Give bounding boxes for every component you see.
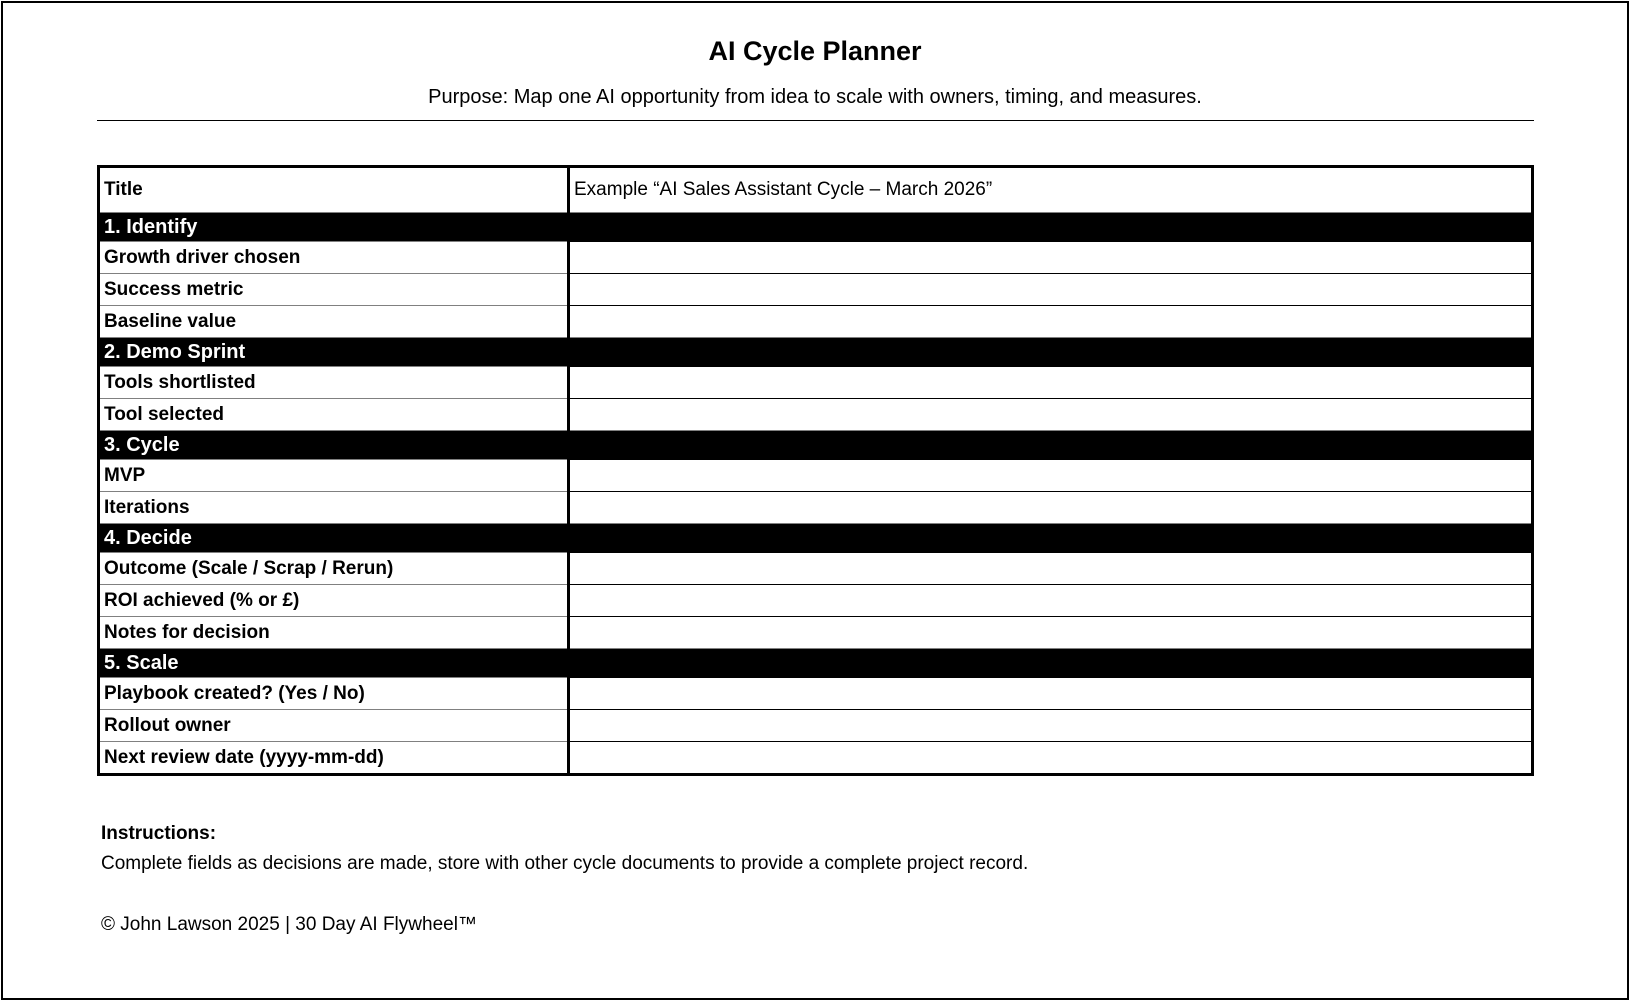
field-label: MVP — [99, 460, 569, 492]
table-row — [99, 306, 1533, 338]
field-label: Outcome (Scale / Scrap / Rerun) — [99, 553, 569, 585]
table-row — [99, 460, 1533, 492]
table-row — [99, 492, 1533, 524]
header-divider — [97, 120, 1534, 121]
field-label: Iterations — [99, 492, 569, 524]
field-label: Success metric — [99, 274, 569, 306]
section-demo-sprint — [99, 338, 1533, 367]
rollout-owner-field[interactable] — [569, 710, 1533, 742]
title-field[interactable]: Example “AI Sales Assistant Cycle – March 2026” — [569, 167, 1533, 213]
field-label: Rollout owner — [99, 710, 569, 742]
purpose-text: Purpose: Map one AI opportunity from idea to scale with owners, timing, and measures. — [428, 86, 1202, 108]
table-row — [99, 742, 1533, 775]
table-row — [99, 242, 1533, 274]
field-label: Playbook created? (Yes / No) — [99, 678, 569, 710]
section-decide — [99, 524, 1533, 553]
table-row — [99, 617, 1533, 649]
tool-selected-field[interactable] — [569, 399, 1533, 431]
mvp-field[interactable] — [569, 460, 1533, 492]
growth-driver-field[interactable] — [569, 242, 1533, 274]
next-review-date-field[interactable] — [569, 742, 1533, 775]
section-heading: 3. Cycle — [99, 431, 1533, 460]
table-row — [99, 367, 1533, 399]
field-label: ROI achieved (% or £) — [99, 585, 569, 617]
playbook-field[interactable] — [569, 678, 1533, 710]
table-row — [99, 399, 1533, 431]
table-row — [99, 553, 1533, 585]
section-scale — [99, 649, 1533, 678]
copyright-footer: © John Lawson 2025 | 30 Day AI Flywheel™ — [101, 914, 477, 935]
decision-notes-field[interactable] — [569, 617, 1533, 649]
field-label: Tools shortlisted — [99, 367, 569, 399]
section-heading: 2. Demo Sprint — [99, 338, 1533, 367]
baseline-value-field[interactable] — [569, 306, 1533, 338]
instructions-heading: Instructions: — [101, 823, 217, 844]
table-row — [99, 678, 1533, 710]
section-identify — [99, 213, 1533, 242]
success-metric-field[interactable] — [569, 274, 1533, 306]
planner-table — [97, 165, 1534, 776]
roi-field[interactable] — [569, 585, 1533, 617]
table-row — [99, 274, 1533, 306]
field-label: Next review date (yyyy-mm-dd) — [99, 742, 569, 775]
table-row — [99, 585, 1533, 617]
section-cycle — [99, 431, 1533, 460]
table-row-title — [99, 167, 1533, 213]
section-heading: 1. Identify — [99, 213, 1533, 242]
field-label: Notes for decision — [99, 617, 569, 649]
section-heading: 4. Decide — [99, 524, 1533, 553]
field-label: Baseline value — [99, 306, 569, 338]
iterations-field[interactable] — [569, 492, 1533, 524]
field-label: Growth driver chosen — [99, 242, 569, 274]
field-label: Tool selected — [99, 399, 569, 431]
outcome-field[interactable] — [569, 553, 1533, 585]
tools-shortlisted-field[interactable] — [569, 367, 1533, 399]
instructions-text: Complete fields as decisions are made, store with other cycle documents to provide a complete project record. — [101, 853, 1029, 874]
section-heading: 5. Scale — [99, 649, 1533, 678]
table-row — [99, 710, 1533, 742]
page-title: AI Cycle Planner — [708, 36, 922, 66]
field-label: Title — [99, 167, 569, 213]
